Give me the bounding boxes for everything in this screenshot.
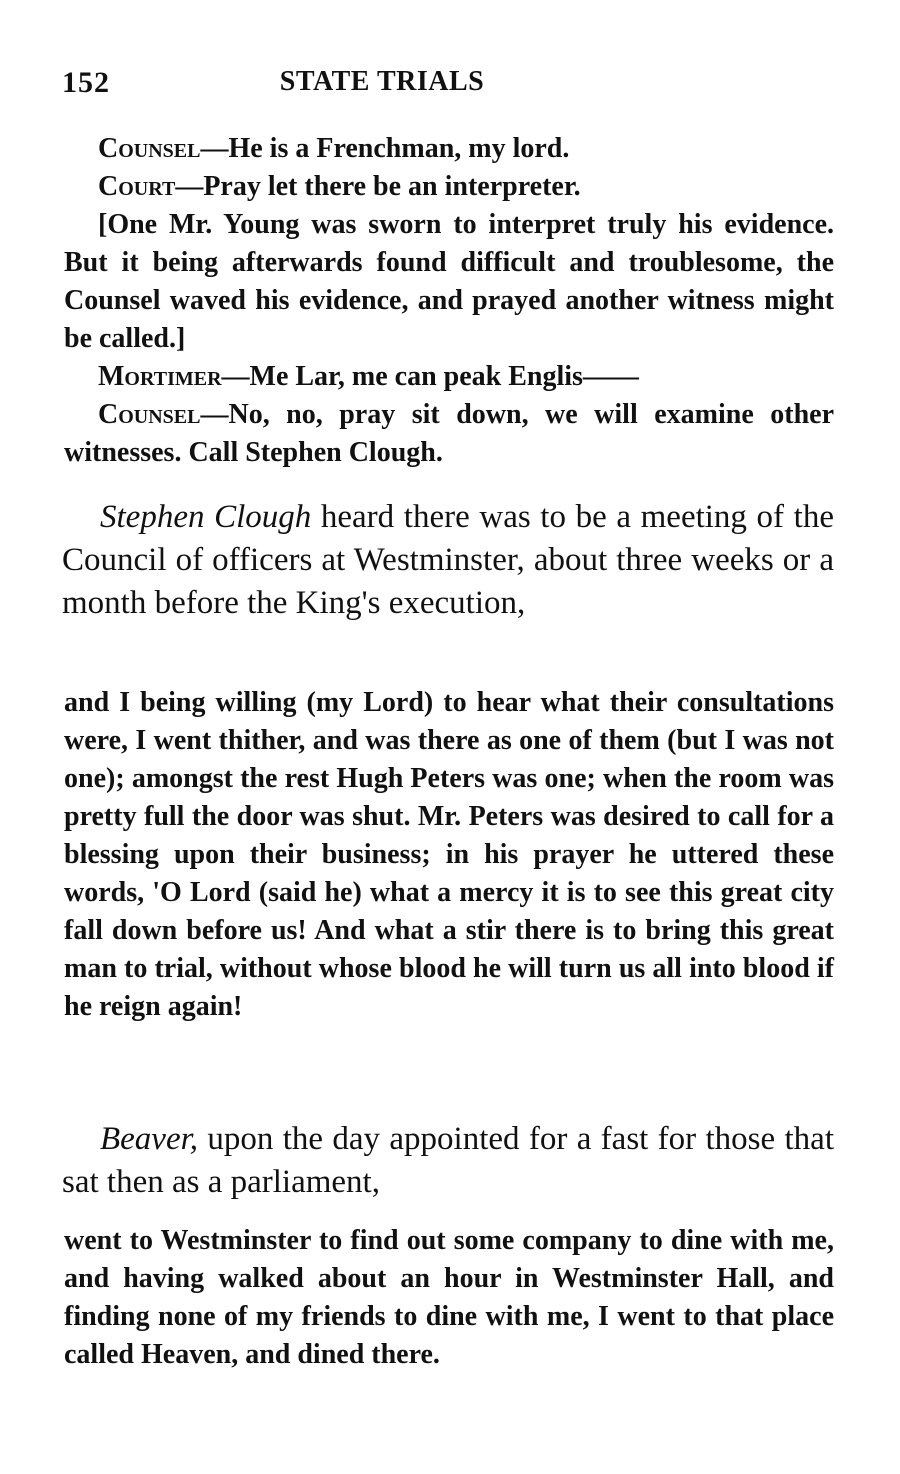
dialogue-line — [64, 358, 834, 396]
body-text: went to Westminster to find out some company to dine with me, and having walked about an hour in Westminster Hall, and finding none of my friends to dine with me, I went to that place called Heaven, and dined there. — [64, 1225, 834, 1370]
dialogue-text: —Me Lar, me can peak Englis—— — [221, 361, 639, 392]
lead-text: heard there was to be a meeting of the Council of officers at Westminster, about three weeks or a month before the King's execution, — [62, 499, 834, 621]
section-body — [64, 1222, 834, 1374]
lead-name: Stephen Clough — [100, 499, 312, 535]
dialogue-text: —Pray let there be an interpreter. — [175, 171, 581, 202]
running-head: STATE TRIALS — [279, 66, 485, 97]
dialogue-line — [64, 168, 834, 206]
speaker-name: Counsel — [98, 399, 201, 430]
speaker-name: Mortimer — [98, 361, 222, 392]
lead-text: upon the day appointed for a fast for those that sat then as a parliament, — [62, 1121, 834, 1200]
speaker-name: Counsel — [98, 133, 201, 164]
page-number: 152 — [62, 66, 110, 99]
page-header — [62, 66, 842, 106]
body-text: and I being willing (my Lord) to hear what their consultations were, I went thither, and was there as one of them (but I was not one); amongst the rest Hugh Peters was one; when the room was pretty full the door was shut. Mr. Peters was desired to call for a blessing upon their business; in his prayer he uttered these words, 'O Lord (said he) what a mercy it is to see this great city fall down before us! And what a stir there is to bring this great man to trial, without whose blood he will turn us all into blood if he reign again! — [64, 687, 834, 1022]
section-lead — [62, 1118, 834, 1204]
lead-name: Beaver, — [100, 1121, 199, 1157]
dialogue-line — [64, 130, 834, 168]
section-lead — [62, 496, 834, 625]
speaker-name: Court — [98, 171, 176, 202]
section-body — [64, 684, 834, 1026]
dialogue-text: —No, no, pray sit down, we will examine other witnesses. Call Stephen Clough. — [64, 399, 834, 468]
note-text: [One Mr. Young was sworn to interpret truly his evidence. But it being afterwards found difficult and troublesome, the Counsel waved his evidence, and prayed another witness might be called.] — [64, 209, 834, 354]
dialogue-text: —He is a Frenchman, my lord. — [200, 133, 570, 164]
dialogue-line — [64, 396, 834, 472]
bracketed-note — [64, 206, 834, 358]
